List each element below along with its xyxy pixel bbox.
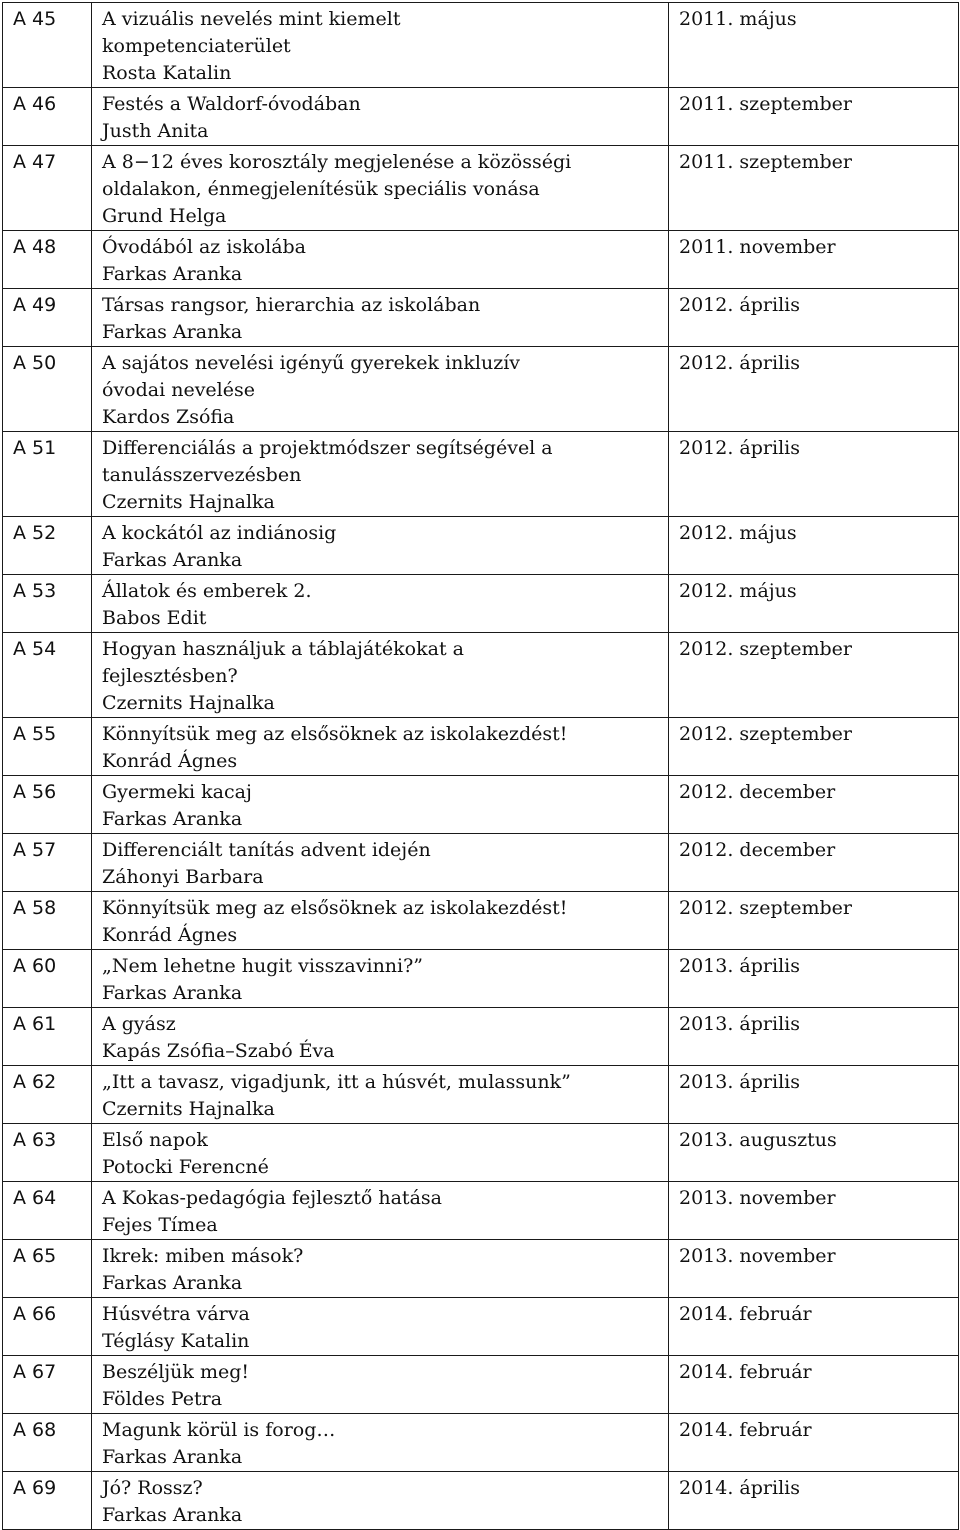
entry-author: Kapás Zsófia–Szabó Éva	[102, 1040, 335, 1062]
table-row	[3, 633, 959, 718]
entry-title-cell	[92, 1182, 669, 1240]
entry-title-cell	[92, 892, 669, 950]
entry-title: óvodai nevelése	[102, 379, 255, 401]
entry-date: 2013. április	[669, 1066, 959, 1124]
entry-title-cell	[92, 1066, 669, 1124]
entry-author: Farkas Aranka	[102, 808, 243, 830]
entry-date: 2013. április	[669, 1008, 959, 1066]
entry-title-cell	[92, 633, 669, 718]
entry-title: „Itt a tavasz, vigadjunk, itt a húsvét, mulassunk”	[102, 1071, 571, 1093]
entry-title-cell	[92, 718, 669, 776]
entry-id: A 51	[3, 432, 92, 517]
entry-date: 2011. november	[669, 231, 959, 289]
entry-author: Farkas Aranka	[102, 982, 243, 1004]
table-row	[3, 88, 959, 146]
table-row	[3, 1066, 959, 1124]
entry-date: 2014. február	[669, 1414, 959, 1472]
entry-title: kompetenciaterület	[102, 35, 291, 57]
table-row	[3, 1298, 959, 1356]
entry-id: A 48	[3, 231, 92, 289]
entry-author: Farkas Aranka	[102, 263, 243, 285]
entry-date: 2012. december	[669, 776, 959, 834]
entry-author: Farkas Aranka	[102, 1504, 243, 1526]
entry-author: Babos Edit	[102, 607, 207, 629]
entry-id: A 55	[3, 718, 92, 776]
entry-title: Differenciált tanítás advent idején	[102, 839, 431, 861]
entry-title: A sajátos nevelési igényű gyerekek inkluzív	[102, 352, 521, 374]
entry-author: Téglásy Katalin	[102, 1330, 250, 1352]
entry-title: tanulásszervezésben	[102, 464, 302, 486]
table-row	[3, 146, 959, 231]
entry-author: Farkas Aranka	[102, 1272, 243, 1294]
entry-id: A 62	[3, 1066, 92, 1124]
entry-title: Első napok	[102, 1129, 208, 1151]
entry-author: Záhonyi Barbara	[102, 866, 264, 888]
table-row	[3, 1356, 959, 1414]
entry-title-cell	[92, 88, 669, 146]
table-row	[3, 575, 959, 633]
entry-id: A 60	[3, 950, 92, 1008]
entry-title: „Nem lehetne hugit visszavinni?”	[102, 955, 424, 977]
entry-id: A 57	[3, 834, 92, 892]
table-row	[3, 1008, 959, 1066]
table-row	[3, 1124, 959, 1182]
entry-id: A 53	[3, 575, 92, 633]
entry-title: Jó? Rossz?	[102, 1477, 203, 1499]
entry-title: Könnyítsük meg az elsősöknek az iskolakezdést!	[102, 723, 568, 745]
entry-author: Konrád Ágnes	[102, 924, 238, 946]
entry-id: A 58	[3, 892, 92, 950]
entry-date: 2014. április	[669, 1472, 959, 1530]
entry-title-cell	[92, 834, 669, 892]
publication-table-body	[3, 3, 959, 1530]
table-row	[3, 1472, 959, 1530]
table-row	[3, 347, 959, 432]
entry-id: A 61	[3, 1008, 92, 1066]
entry-author: Justh Anita	[102, 120, 209, 142]
table-row	[3, 892, 959, 950]
entry-id: A 45	[3, 3, 92, 88]
entry-title: Hogyan használjuk a táblajátékokat a	[102, 638, 464, 660]
table-row	[3, 1182, 959, 1240]
entry-title: A gyász	[102, 1013, 176, 1035]
entry-title: Beszéljük meg!	[102, 1361, 250, 1383]
table-row	[3, 3, 959, 88]
entry-title: Ikrek: miben mások?	[102, 1245, 304, 1267]
entry-title-cell	[92, 517, 669, 575]
entry-id: A 66	[3, 1298, 92, 1356]
entry-date: 2011. május	[669, 3, 959, 88]
entry-title: fejlesztésben?	[102, 665, 238, 687]
entry-title-cell	[92, 1472, 669, 1530]
entry-date: 2012. április	[669, 347, 959, 432]
entry-title: Gyermeki kacaj	[102, 781, 252, 803]
entry-title-cell	[92, 950, 669, 1008]
entry-author: Kardos Zsófia	[102, 406, 235, 428]
entry-title-cell	[92, 3, 669, 88]
entry-title-cell	[92, 289, 669, 347]
entry-title: A vizuális nevelés mint kiemelt	[102, 8, 401, 30]
entry-id: A 52	[3, 517, 92, 575]
entry-author: Konrád Ágnes	[102, 750, 238, 772]
entry-id: A 46	[3, 88, 92, 146]
entry-title: Húsvétra várva	[102, 1303, 250, 1325]
table-row	[3, 231, 959, 289]
entry-id: A 49	[3, 289, 92, 347]
entry-date: 2012. április	[669, 432, 959, 517]
entry-title: A kockától az indiánosig	[102, 522, 337, 544]
entry-author: Rosta Katalin	[102, 62, 232, 84]
entry-author: Czernits Hajnalka	[102, 692, 275, 714]
table-row	[3, 432, 959, 517]
table-row	[3, 1240, 959, 1298]
entry-author: Farkas Aranka	[102, 549, 243, 571]
entry-id: A 65	[3, 1240, 92, 1298]
entry-date: 2012. szeptember	[669, 633, 959, 718]
catalog-page	[2, 2, 958, 1530]
entry-author: Grund Helga	[102, 205, 227, 227]
entry-date: 2012. december	[669, 834, 959, 892]
entry-author: Czernits Hajnalka	[102, 1098, 275, 1120]
entry-id: A 69	[3, 1472, 92, 1530]
entry-title: oldalakon, énmegjelenítésük speciális vonása	[102, 178, 540, 200]
entry-date: 2013. november	[669, 1182, 959, 1240]
entry-date: 2014. február	[669, 1356, 959, 1414]
entry-id: A 56	[3, 776, 92, 834]
entry-title-cell	[92, 231, 669, 289]
entry-author: Fejes Tímea	[102, 1214, 218, 1236]
entry-id: A 63	[3, 1124, 92, 1182]
table-row	[3, 289, 959, 347]
entry-author: Farkas Aranka	[102, 1446, 243, 1468]
entry-author: Czernits Hajnalka	[102, 491, 275, 513]
entry-id: A 64	[3, 1182, 92, 1240]
publication-table	[2, 2, 959, 1530]
entry-title: Társas rangsor, hierarchia az iskolában	[102, 294, 481, 316]
entry-title: Festés a Waldorf-óvodában	[102, 93, 361, 115]
table-row	[3, 776, 959, 834]
entry-title-cell	[92, 1298, 669, 1356]
entry-title: Állatok és emberek 2.	[102, 580, 312, 602]
entry-id: A 68	[3, 1414, 92, 1472]
entry-title-cell	[92, 146, 669, 231]
entry-title-cell	[92, 1124, 669, 1182]
table-row	[3, 718, 959, 776]
entry-title-cell	[92, 1008, 669, 1066]
table-row	[3, 834, 959, 892]
entry-title-cell	[92, 432, 669, 517]
entry-date: 2014. február	[669, 1298, 959, 1356]
entry-title-cell	[92, 575, 669, 633]
entry-date: 2012. szeptember	[669, 718, 959, 776]
entry-id: A 67	[3, 1356, 92, 1414]
table-row	[3, 1414, 959, 1472]
entry-title-cell	[92, 347, 669, 432]
entry-title-cell	[92, 1414, 669, 1472]
entry-title-cell	[92, 776, 669, 834]
entry-date: 2012. május	[669, 517, 959, 575]
entry-date: 2013. április	[669, 950, 959, 1008]
entry-date: 2011. szeptember	[669, 88, 959, 146]
entry-title: Óvodából az iskolába	[102, 236, 307, 258]
entry-date: 2013. november	[669, 1240, 959, 1298]
entry-author: Földes Petra	[102, 1388, 223, 1410]
table-row	[3, 950, 959, 1008]
entry-author: Farkas Aranka	[102, 321, 243, 343]
entry-author: Potocki Ferencné	[102, 1156, 269, 1178]
table-row	[3, 517, 959, 575]
entry-id: A 54	[3, 633, 92, 718]
entry-title-cell	[92, 1240, 669, 1298]
entry-date: 2011. szeptember	[669, 146, 959, 231]
entry-date: 2012. április	[669, 289, 959, 347]
entry-title: A Kokas-pedagógia fejlesztő hatása	[102, 1187, 442, 1209]
entry-title: Könnyítsük meg az elsősöknek az iskolakezdést!	[102, 897, 568, 919]
entry-title-cell	[92, 1356, 669, 1414]
entry-id: A 50	[3, 347, 92, 432]
entry-title: Magunk körül is forog…	[102, 1419, 336, 1441]
entry-title: Differenciálás a projektmódszer segítségével a	[102, 437, 553, 459]
entry-date: 2012. május	[669, 575, 959, 633]
entry-date: 2012. szeptember	[669, 892, 959, 950]
entry-title: A 8−12 éves korosztály megjelenése a közösségi	[102, 151, 572, 173]
entry-date: 2013. augusztus	[669, 1124, 959, 1182]
entry-id: A 47	[3, 146, 92, 231]
